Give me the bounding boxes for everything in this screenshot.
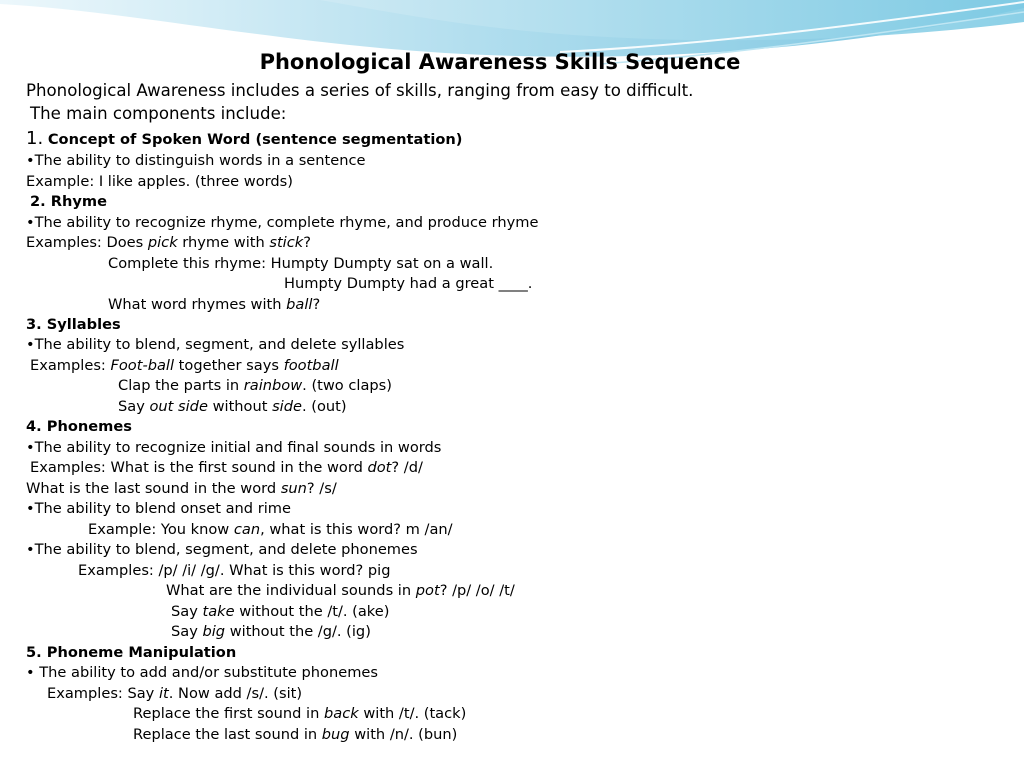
section-2-example-4: What word rhymes with ball? <box>108 296 321 313</box>
section-4-bullet-3: •The ability to blend, segment, and delete phonemes <box>26 541 418 558</box>
section-5-example-3: Replace the last sound in bug with /n/. (bun) <box>133 726 458 743</box>
section-4-heading: 4. Phonemes <box>26 418 132 435</box>
page-title: Phonological Awareness Skills Sequence <box>259 50 741 74</box>
section-2-example-3: Humpty Dumpty had a great ____. <box>284 275 533 292</box>
section-5-bullet: • The ability to add and/or substitute phonemes <box>26 664 379 681</box>
section-4-example-6: Say take without the /t/. (ake) <box>171 603 390 620</box>
section-4-example-2: What is the last sound in the word sun? /s/ <box>26 480 337 497</box>
section-2-example-1: Examples: Does pick rhyme with stick? <box>26 234 311 251</box>
section-2-example-2: Complete this rhyme: Humpty Dumpty sat on a wall. <box>108 255 494 272</box>
section-5-heading: 5. Phoneme Manipulation <box>26 644 237 661</box>
section-3-bullet: •The ability to blend, segment, and delete syllables <box>26 336 405 353</box>
section-3-example-2: Clap the parts in rainbow. (two claps) <box>118 377 392 394</box>
section-4-example-4: Examples: /p/ /i/ /g/. What is this word? pig <box>78 562 391 579</box>
section-4-example-1: Examples: What is the first sound in the word dot? /d/ <box>30 459 423 476</box>
section-1-number: 1. <box>26 128 44 149</box>
section-2-bullet: •The ability to recognize rhyme, complete rhyme, and produce rhyme <box>26 214 539 231</box>
section-4-example-7: Say big without the /g/. (ig) <box>171 623 371 640</box>
intro-line-2: The main components include: <box>30 104 287 123</box>
section-5-example-2: Replace the first sound in back with /t/. (tack) <box>133 705 467 722</box>
section-3-example-1: Examples: Foot-ball together says football <box>30 357 339 374</box>
section-4-bullet-2: •The ability to blend onset and rime <box>26 500 291 517</box>
section-1-heading <box>26 129 462 150</box>
section-3-example-3: Say out side without side. (out) <box>118 398 347 415</box>
section-2-heading: 2. Rhyme <box>30 193 108 210</box>
section-4-example-5: What are the individual sounds in pot? /p/ /o/ /t/ <box>166 582 515 599</box>
intro-line-1: Phonological Awareness includes a series of skills, ranging from easy to difficult. <box>26 81 694 100</box>
section-1-bullet: •The ability to distinguish words in a sentence <box>26 152 366 169</box>
section-1-title: Concept of Spoken Word (sentence segmentation) <box>47 131 463 148</box>
section-3-heading: 3. Syllables <box>26 316 121 333</box>
section-1-example: Example: I like apples. (three words) <box>26 173 293 190</box>
section-4-bullet-1: •The ability to recognize initial and final sounds in words <box>26 439 442 456</box>
section-4-example-3: Example: You know can, what is this word? m /an/ <box>88 521 453 538</box>
section-5-example-1: Examples: Say it. Now add /s/. (sit) <box>47 685 303 702</box>
